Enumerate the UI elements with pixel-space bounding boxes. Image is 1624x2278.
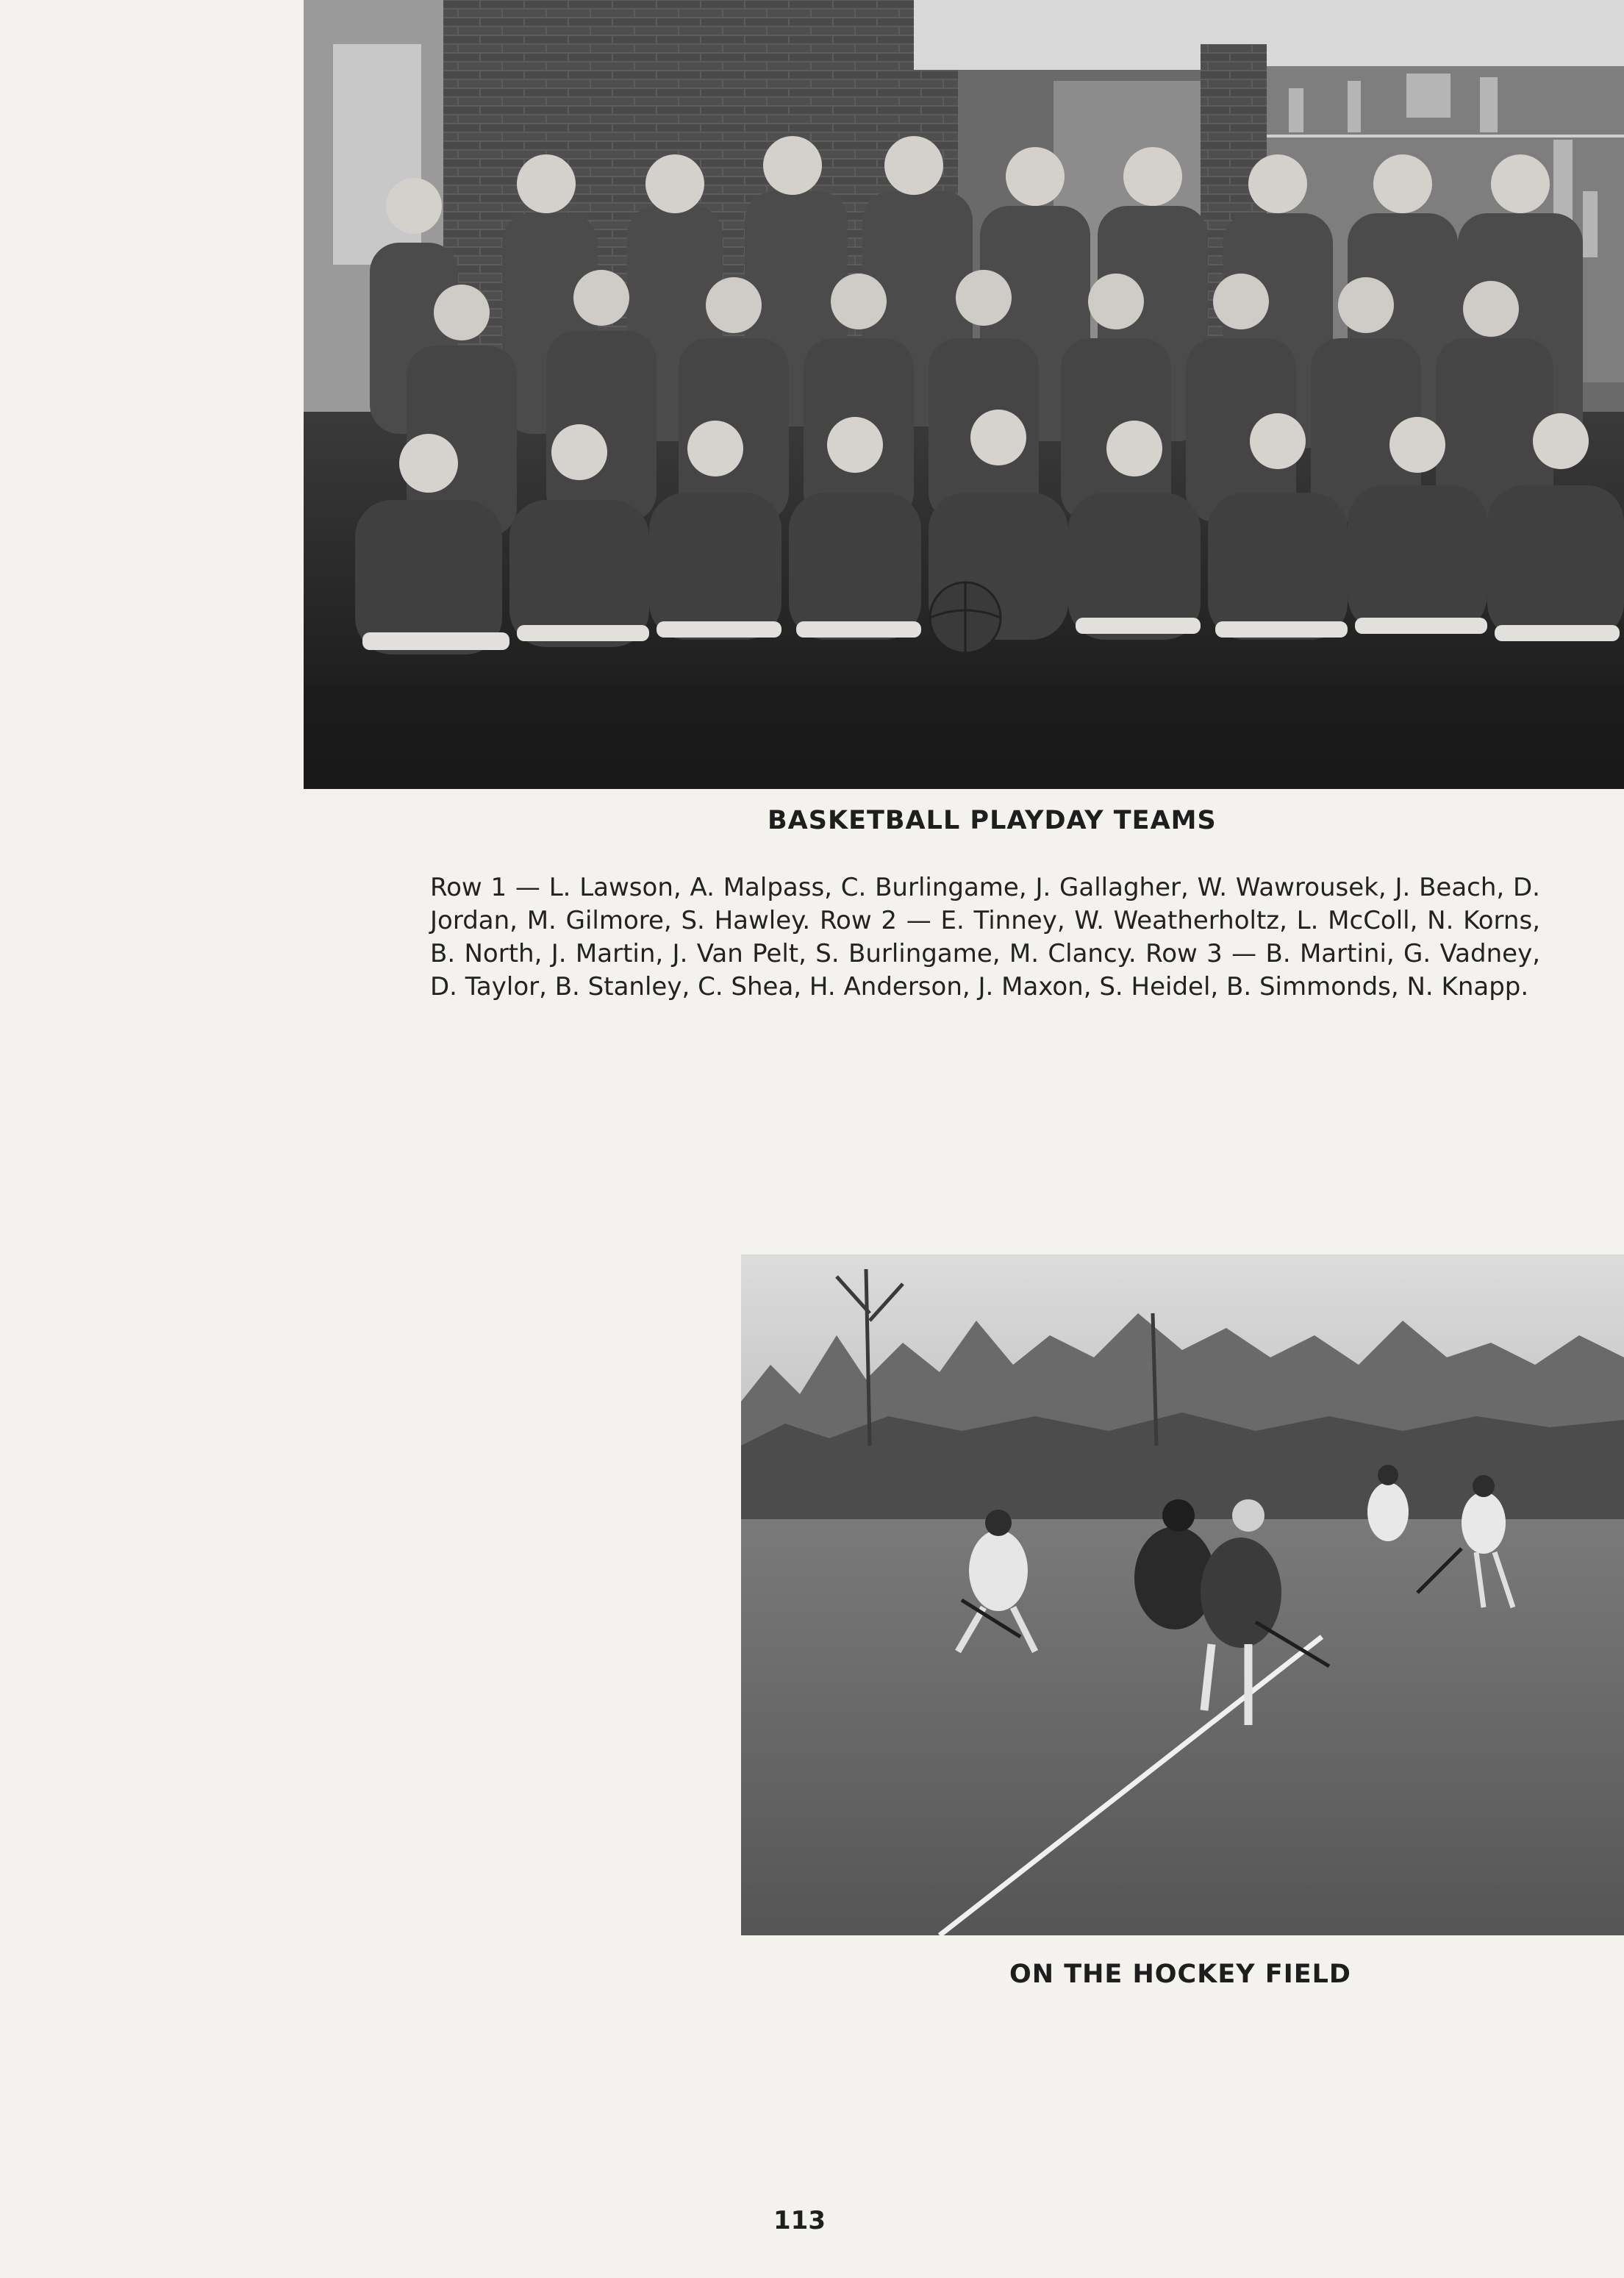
hockey-photo-illustration (741, 1254, 1624, 1935)
basketball-roster-caption: Row 1 — L. Lawson, A. Malpass, C. Burlingame, J. Gallagher, W. Wawrousek, J. Beach, D. Jordan, M. Gilmore, S. Hawley. Row 2 — E. Tinney, W. Weatherholtz, L. McColl, N. Korns, B. North, J. Martin, J. Van Pelt, S. Burlingame, M. Clancy. Row 3 — B. Martini, G. Vadney, D. Taylor, B. Stanley, C. Shea, H. Anderson, J. Maxon, S. Heidel, B. Simmonds, N. Knapp. (430, 873, 1540, 1001)
basketball-team-photo (304, 0, 1624, 789)
hockey-field-photo (741, 1254, 1624, 1935)
page-number: 113 (773, 2206, 826, 2235)
basketball-caption-title: BASKETBALL PLAYDAY TEAMS (768, 806, 1217, 835)
hockey-caption-title: ON THE HOCKEY FIELD (1009, 1960, 1351, 1989)
basketball-photo-illustration (304, 0, 1624, 789)
